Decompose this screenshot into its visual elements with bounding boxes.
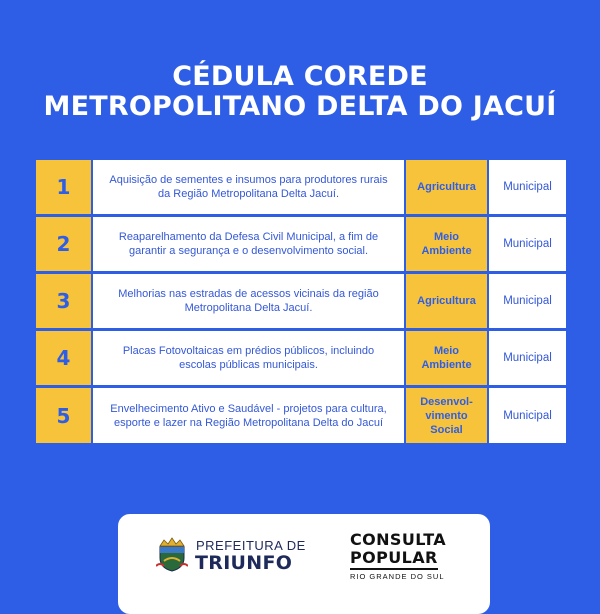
row-number: 4 bbox=[36, 331, 91, 385]
row-area: Agricultura bbox=[406, 160, 487, 214]
table-row bbox=[36, 274, 566, 328]
consulta-divider bbox=[350, 568, 438, 570]
row-description: Melhorias nas estradas de acessos vicinais da região Metropolitana Delta Jacuí. bbox=[93, 274, 404, 328]
title-line-2: METROPOLITANO DELTA DO JACUÍ bbox=[43, 91, 557, 122]
page-title bbox=[0, 62, 600, 122]
consulta-line-3: RIO GRANDE DO SUL bbox=[350, 572, 445, 581]
row-description: Reaparelhamento da Defesa Civil Municipal, a fim de garantir a segurança e o desenvolvimento social. bbox=[93, 217, 404, 271]
row-scope: Municipal bbox=[489, 274, 566, 328]
prefeitura-label: PREFEITURA DE bbox=[196, 538, 306, 553]
row-scope: Municipal bbox=[489, 160, 566, 214]
row-description: Placas Fotovoltaicas em prédios públicos, incluindo escolas públicas municipais. bbox=[93, 331, 404, 385]
table-row bbox=[36, 160, 566, 214]
row-number: 1 bbox=[36, 160, 91, 214]
consulta-line-2: POPULAR bbox=[350, 548, 438, 567]
row-scope: Municipal bbox=[489, 217, 566, 271]
row-area: Agricultura bbox=[406, 274, 487, 328]
table-row bbox=[36, 217, 566, 271]
row-description: Envelhecimento Ativo e Saudável - projetos para cultura, esporte e lazer na Região Metropolitana Delta do Jacuí bbox=[93, 388, 404, 443]
row-area: Meio Ambiente bbox=[406, 217, 487, 271]
prefeitura-name: TRIUNFO bbox=[195, 552, 293, 574]
ballot-table bbox=[36, 160, 566, 446]
row-number: 2 bbox=[36, 217, 91, 271]
row-number: 3 bbox=[36, 274, 91, 328]
row-area: Meio Ambiente bbox=[406, 331, 487, 385]
row-description: Aquisição de sementes e insumos para produtores rurais da Região Metropolitana Delta Jacuí. bbox=[93, 160, 404, 214]
consulta-line-1: CONSULTA bbox=[350, 530, 447, 549]
row-number: 5 bbox=[36, 388, 91, 443]
table-row bbox=[36, 331, 566, 385]
title-line-1: CÉDULA COREDE bbox=[172, 61, 428, 92]
row-scope: Municipal bbox=[489, 331, 566, 385]
row-area: Desenvol-vimento Social bbox=[406, 388, 487, 443]
row-scope: Municipal bbox=[489, 388, 566, 443]
crest-icon bbox=[156, 536, 188, 572]
footer-logos bbox=[118, 514, 490, 614]
table-row bbox=[36, 388, 566, 443]
